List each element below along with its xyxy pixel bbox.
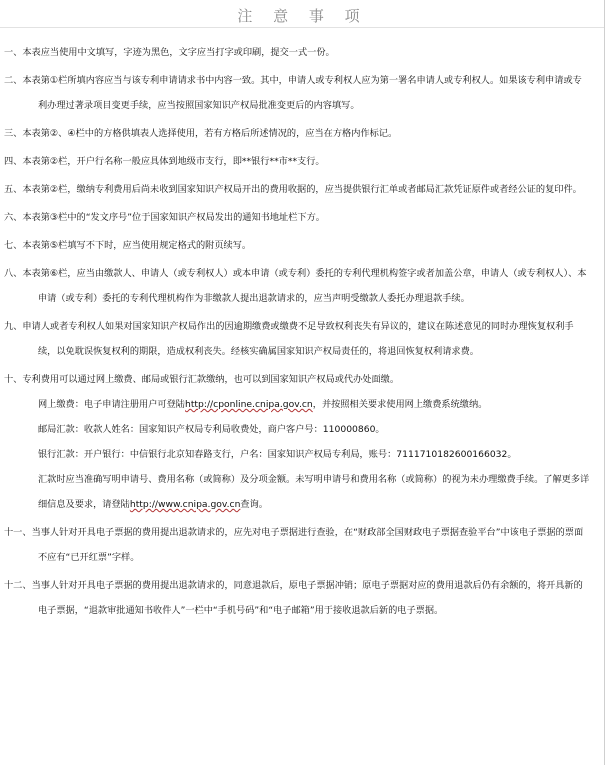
item-text: 本表第②、④栏中的方格供填表人选择使用，若有方格后所述情况的，应当在方格内作标记。 [22,128,398,139]
page-title: 注 意 事 项 [237,7,368,25]
item-number: 四、 [4,156,23,167]
online-payment [0,392,600,417]
notice-item-2 [0,68,600,118]
title-divider [0,27,604,28]
item-number: 七、 [4,240,23,251]
item-text: 本表第⑥栏，应当由缴款人、申请人（或专利权人）或本申请（或专利）委托的专利代理机构签字或者加盖公章，申请人（或专利权人）、本申请（或专利）委托的专利代理机构作为非缴款人提出退款请求的，应当声明受缴款人委托办理退款手续。 [22,268,587,304]
notice-item-10 [0,367,600,392]
item-text: 本表第③栏中的“发文序号”位于国家知识产权局发出的通知书地址栏下方。 [22,212,325,223]
item-number: 八、 [4,268,23,279]
online-payment-suffix: ，并按照相关要求使用网上缴费系统缴纳。 [312,399,488,410]
payment-note-text: 汇款时应当准确写明申请号、费用名称（或简称）及分项金额。未写明申请号和费用名称（或简称）的视为未办理缴费手续。了解更多详细信息及要求，请登陆 [38,474,590,510]
item-text: 当事人针对开具电子票据的费用提出退款请求的，同意退款后，原电子票据冲销；原电子票据对应的费用退款后仍有余额的，将开具新的电子票据，“退款审批通知书收件人”一栏中“手机号码”和“电子邮箱”用于接收退款后新的电子票据。 [31,580,583,616]
item-number: 六、 [4,212,23,223]
item-number: 九、 [4,321,23,332]
item-text: 本表第②栏，缴纳专利费用后尚未收到国家知识产权局开出的费用收据的，应当提供银行汇单或者邮局汇款凭证原件或者经公证的复印件。 [22,184,582,195]
payment-note-suffix: 查询。 [240,499,268,510]
item-number: 五、 [4,184,23,195]
notice-item-1 [0,40,600,65]
item-text: 申请人或者专利权人如果对国家知识产权局作出的因逾期缴费或缴费不足导致权利丧失有异议的，建议在陈述意见的同时办理恢复权利手续，以免耽误恢复权利的期限，造成权利丧失。经核实确属国家知识产权局责任的，将退回恢复权利请求费。 [22,321,574,357]
item-number: 十一、 [4,527,32,538]
cponline-link[interactable]: http://cponline.cnipa.gov.cn [185,399,313,410]
item-number: 三、 [4,128,23,139]
notice-item-8 [0,261,600,311]
item-text: 本表第②栏，开户行名称一般应具体到地级市支行，即**银行**市**支行。 [22,156,325,167]
notice-item-11 [0,520,600,570]
notice-item-12 [0,573,600,623]
item-text: 本表第⑤栏填写不下时，应当使用规定格式的附页续写。 [22,240,252,251]
payment-methods [0,392,600,517]
item-number: 十二、 [4,580,32,591]
notice-item-5 [0,177,600,202]
notice-item-9 [0,314,600,364]
item-text: 本表第①栏所填内容应当与该专利申请请求书中内容一致。其中，申请人或专利权人应为第一署名申请人或专利权人。如果该专利申请或专利办理过著录项目变更手续，应当按照国家知识产权局批准变更后的内容填写。 [22,75,582,111]
item-text: 专利费用可以通过网上缴费、邮局或银行汇款缴纳，也可以到国家知识产权局或代办处面缴。 [22,374,400,385]
bank-payment: 银行汇款：开户银行：中信银行北京知春路支行，户名：国家知识产权局专利局，账号：7111710182600166032。 [38,449,517,460]
notice-item-4 [0,149,600,174]
item-number: 二、 [4,75,23,86]
item-number: 一、 [4,47,23,58]
post-payment: 邮局汇款：收款人姓名：国家知识产权局专利局收费处，商户客户号：110000860。 [38,424,385,435]
notice-list [0,40,600,626]
item-text: 本表应当使用中文填写，字迹为黑色，文字应当打字或印刷，提交一式一份。 [22,47,335,58]
notice-item-3 [0,121,600,146]
item-number: 十、 [4,374,23,385]
online-payment-text: 网上缴费：电子申请注册用户可登陆 [38,399,185,410]
notice-item-6 [0,205,600,230]
item-text: 当事人针对开具电子票据的费用提出退款请求的，应先对电子票据进行查验，在“财政部全国财政电子票据查验平台”中该电子票据的票面不应有“已开红票”字样。 [31,527,584,563]
notice-item-7 [0,233,600,258]
cnipa-link[interactable]: http://www.cnipa.gov.cn [129,499,241,510]
payment-note [0,467,600,517]
